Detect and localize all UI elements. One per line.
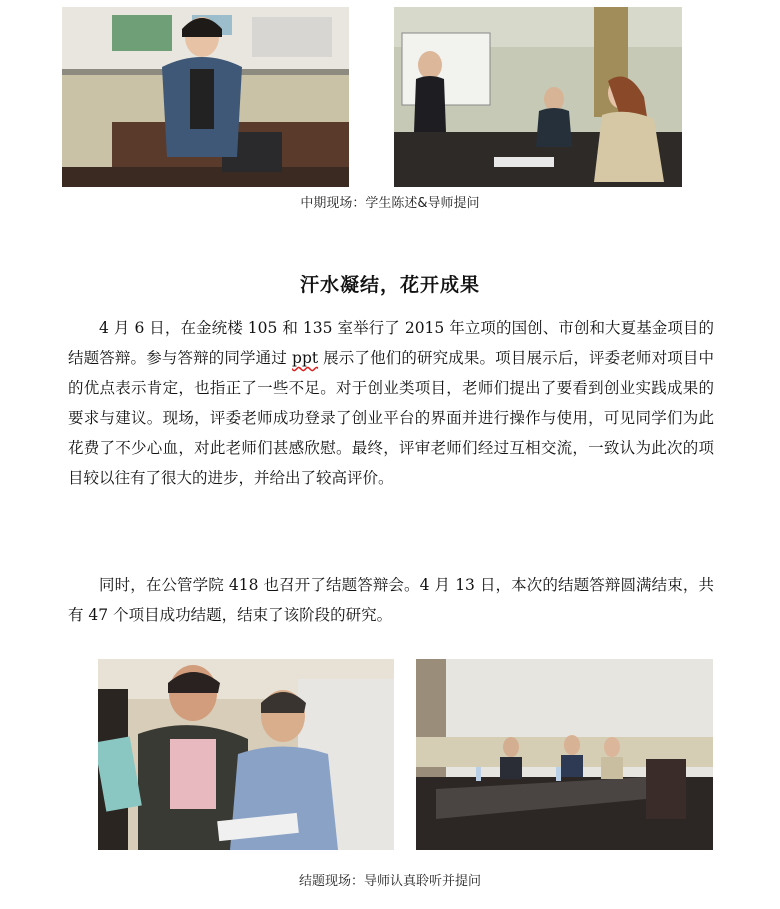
caption-midterm: 中期现场：学生陈述&导师提问 xyxy=(300,196,480,211)
paragraph-defense-part2: 展示了他们的研究成果。项目展示后，评委老师对项目中的优点表示肯定，也指正了一些不足。对于创业类项目，老师们提出了要看到创业实践成果的要求与建议。现场，评委老师成功登录了创业平台的界面并进行操作与使用，可见同学们为此花费了不少心血，对此老师们甚感欣慰。最终，评审老师们经过互相交流，一致认为此次的项目较以往有了很大的进步，并给出了较高评价。 xyxy=(68,349,714,487)
paragraph-conclusion: 同时，在公管学院 418 也召开了结题答辩会。4 月 13 日，本次的结题答辩圆满结束，共有 47 个项目成功结题，结束了该阶段的研究。 xyxy=(68,576,714,624)
paragraph-defense xyxy=(68,313,714,493)
photo-mentors-questioning xyxy=(394,7,682,187)
spellcheck-word-ppt: ppt xyxy=(292,349,319,367)
photo-student-presenting xyxy=(62,7,349,187)
section-heading: 汗水凝结，花开成果 xyxy=(299,274,480,296)
photo-mentors-listening xyxy=(98,659,394,850)
paragraph-defense-part1: 4 月 6 日，在金统楼 105 和 135 室举行了 2015 年立项的国创、市创和大夏基金项目的结题答辩。参与答辩的同学通过 xyxy=(68,319,714,367)
photo-defense-room xyxy=(416,659,713,850)
caption-final: 结题现场：导师认真聆听并提问 xyxy=(298,874,481,889)
